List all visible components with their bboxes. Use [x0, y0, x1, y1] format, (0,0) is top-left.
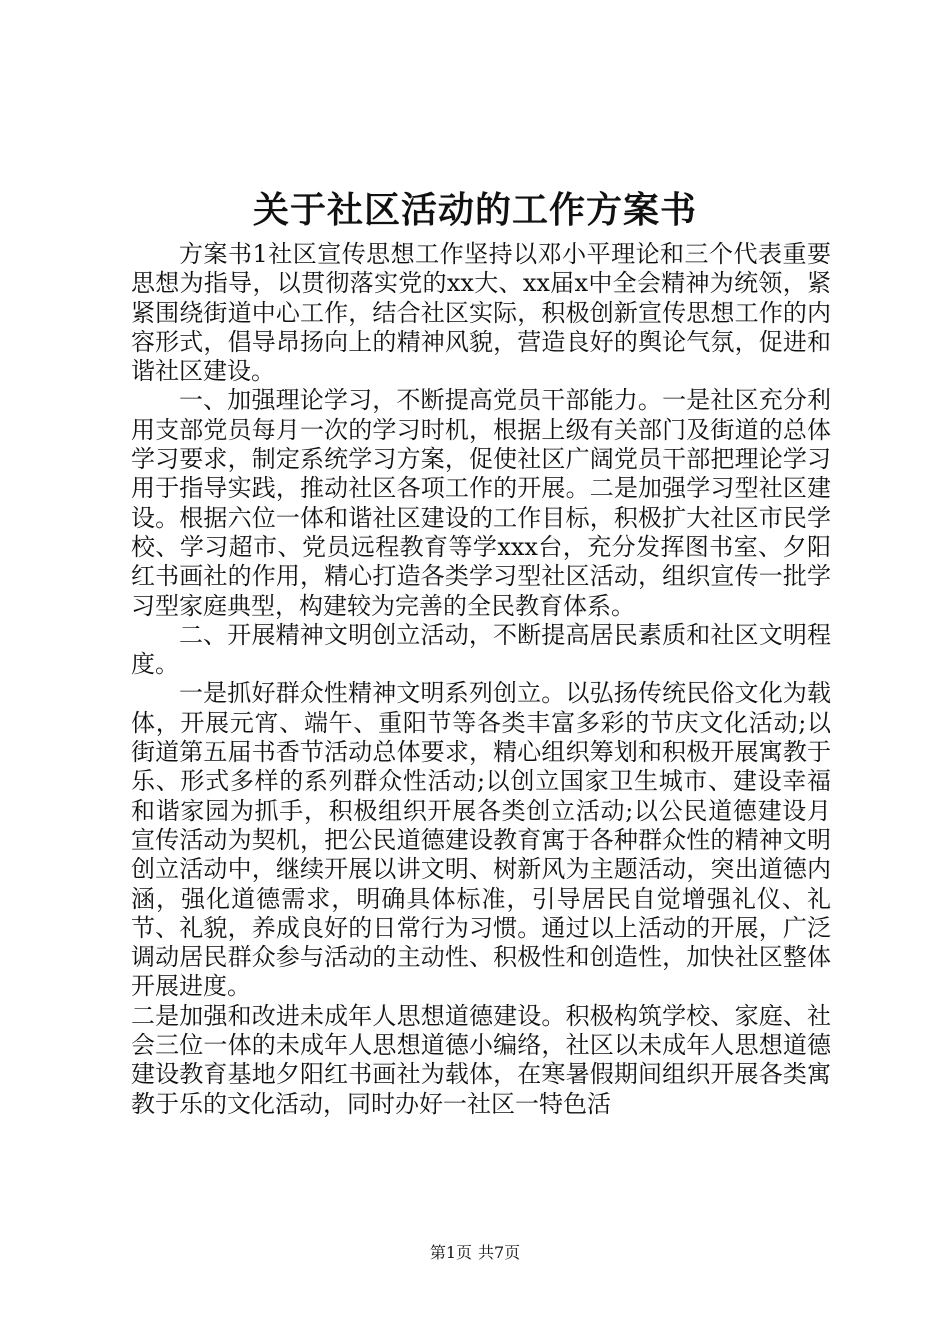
page-total: 共7页	[478, 1243, 521, 1262]
document-body	[131, 240, 831, 1119]
paragraph: 二是加强和改进未成年人思想道德建设。积极构筑学校、家庭、社会三位一体的未成年人思想道德小编络，社区以未成年人思想道德建设教育基地夕阳红书画社为载体，在寒暑假期间组织开展各类寓教于乐的文化活动，同时办好一社区一特色活	[131, 1001, 831, 1118]
paragraph: 方案书1社区宣传思想工作坚持以邓小平理论和三个代表重要思想为指导，以贯彻落实党的xx大、xx届x中全会精神为统领，紧紧围绕街道中心工作，结合社区实际，积极创新宣传思想工作的内容形式，倡导昂扬向上的精神风貌，营造良好的舆论气氛，促进和谐社区建设。	[131, 240, 831, 386]
paragraph: 一、加强理论学习，不断提高党员干部能力。一是社区充分利用支部党员每月一次的学习时机，根据上级有关部门及街道的总体学习要求，制定系统学习方案，促使社区广阔党员干部把理论学习用于指导实践，推动社区各项工作的开展。二是加强学习型社区建设。根据六位一体和谐社区建设的工作目标，积极扩大社区市民学校、学习超市、党员远程教育等学xxx台，充分发挥图书室、夕阳红书画社的作用，精心打造各类学习型社区活动，组织宣传一批学习型家庭典型，构建较为完善的全民教育体系。	[131, 386, 831, 620]
paragraph: 二、开展精神文明创立活动，不断提高居民素质和社区文明程度。	[131, 620, 831, 679]
paragraph: 一是抓好群众性精神文明系列创立。以弘扬传统民俗文化为载体，开展元宵、端午、重阳节等各类丰富多彩的节庆文化活动;以街道第五届书香节活动总体要求，精心组织筹划和积极开展寓教于乐、形式多样的系列群众性活动;以创立国家卫生城市、建设幸福和谐家园为抓手，积极组织开展各类创立活动;以公民道德建设月宣传活动为契机，把公民道德建设教育寓于各种群众性的精神文明创立活动中，继续开展以讲文明、树新风为主题活动，突出道德内涵，强化道德需求，明确具体标准，引导居民自觉增强礼仪、礼节、礼貌，养成良好的日常行为习惯。通过以上活动的开展，广泛调动居民群众参与活动的主动性、积极性和创造性，加快社区整体开展进度。	[131, 679, 831, 1001]
document-title: 关于社区活动的工作方案书	[252, 189, 697, 231]
page-footer	[0, 1243, 950, 1263]
page-number: 第1页	[429, 1243, 472, 1262]
